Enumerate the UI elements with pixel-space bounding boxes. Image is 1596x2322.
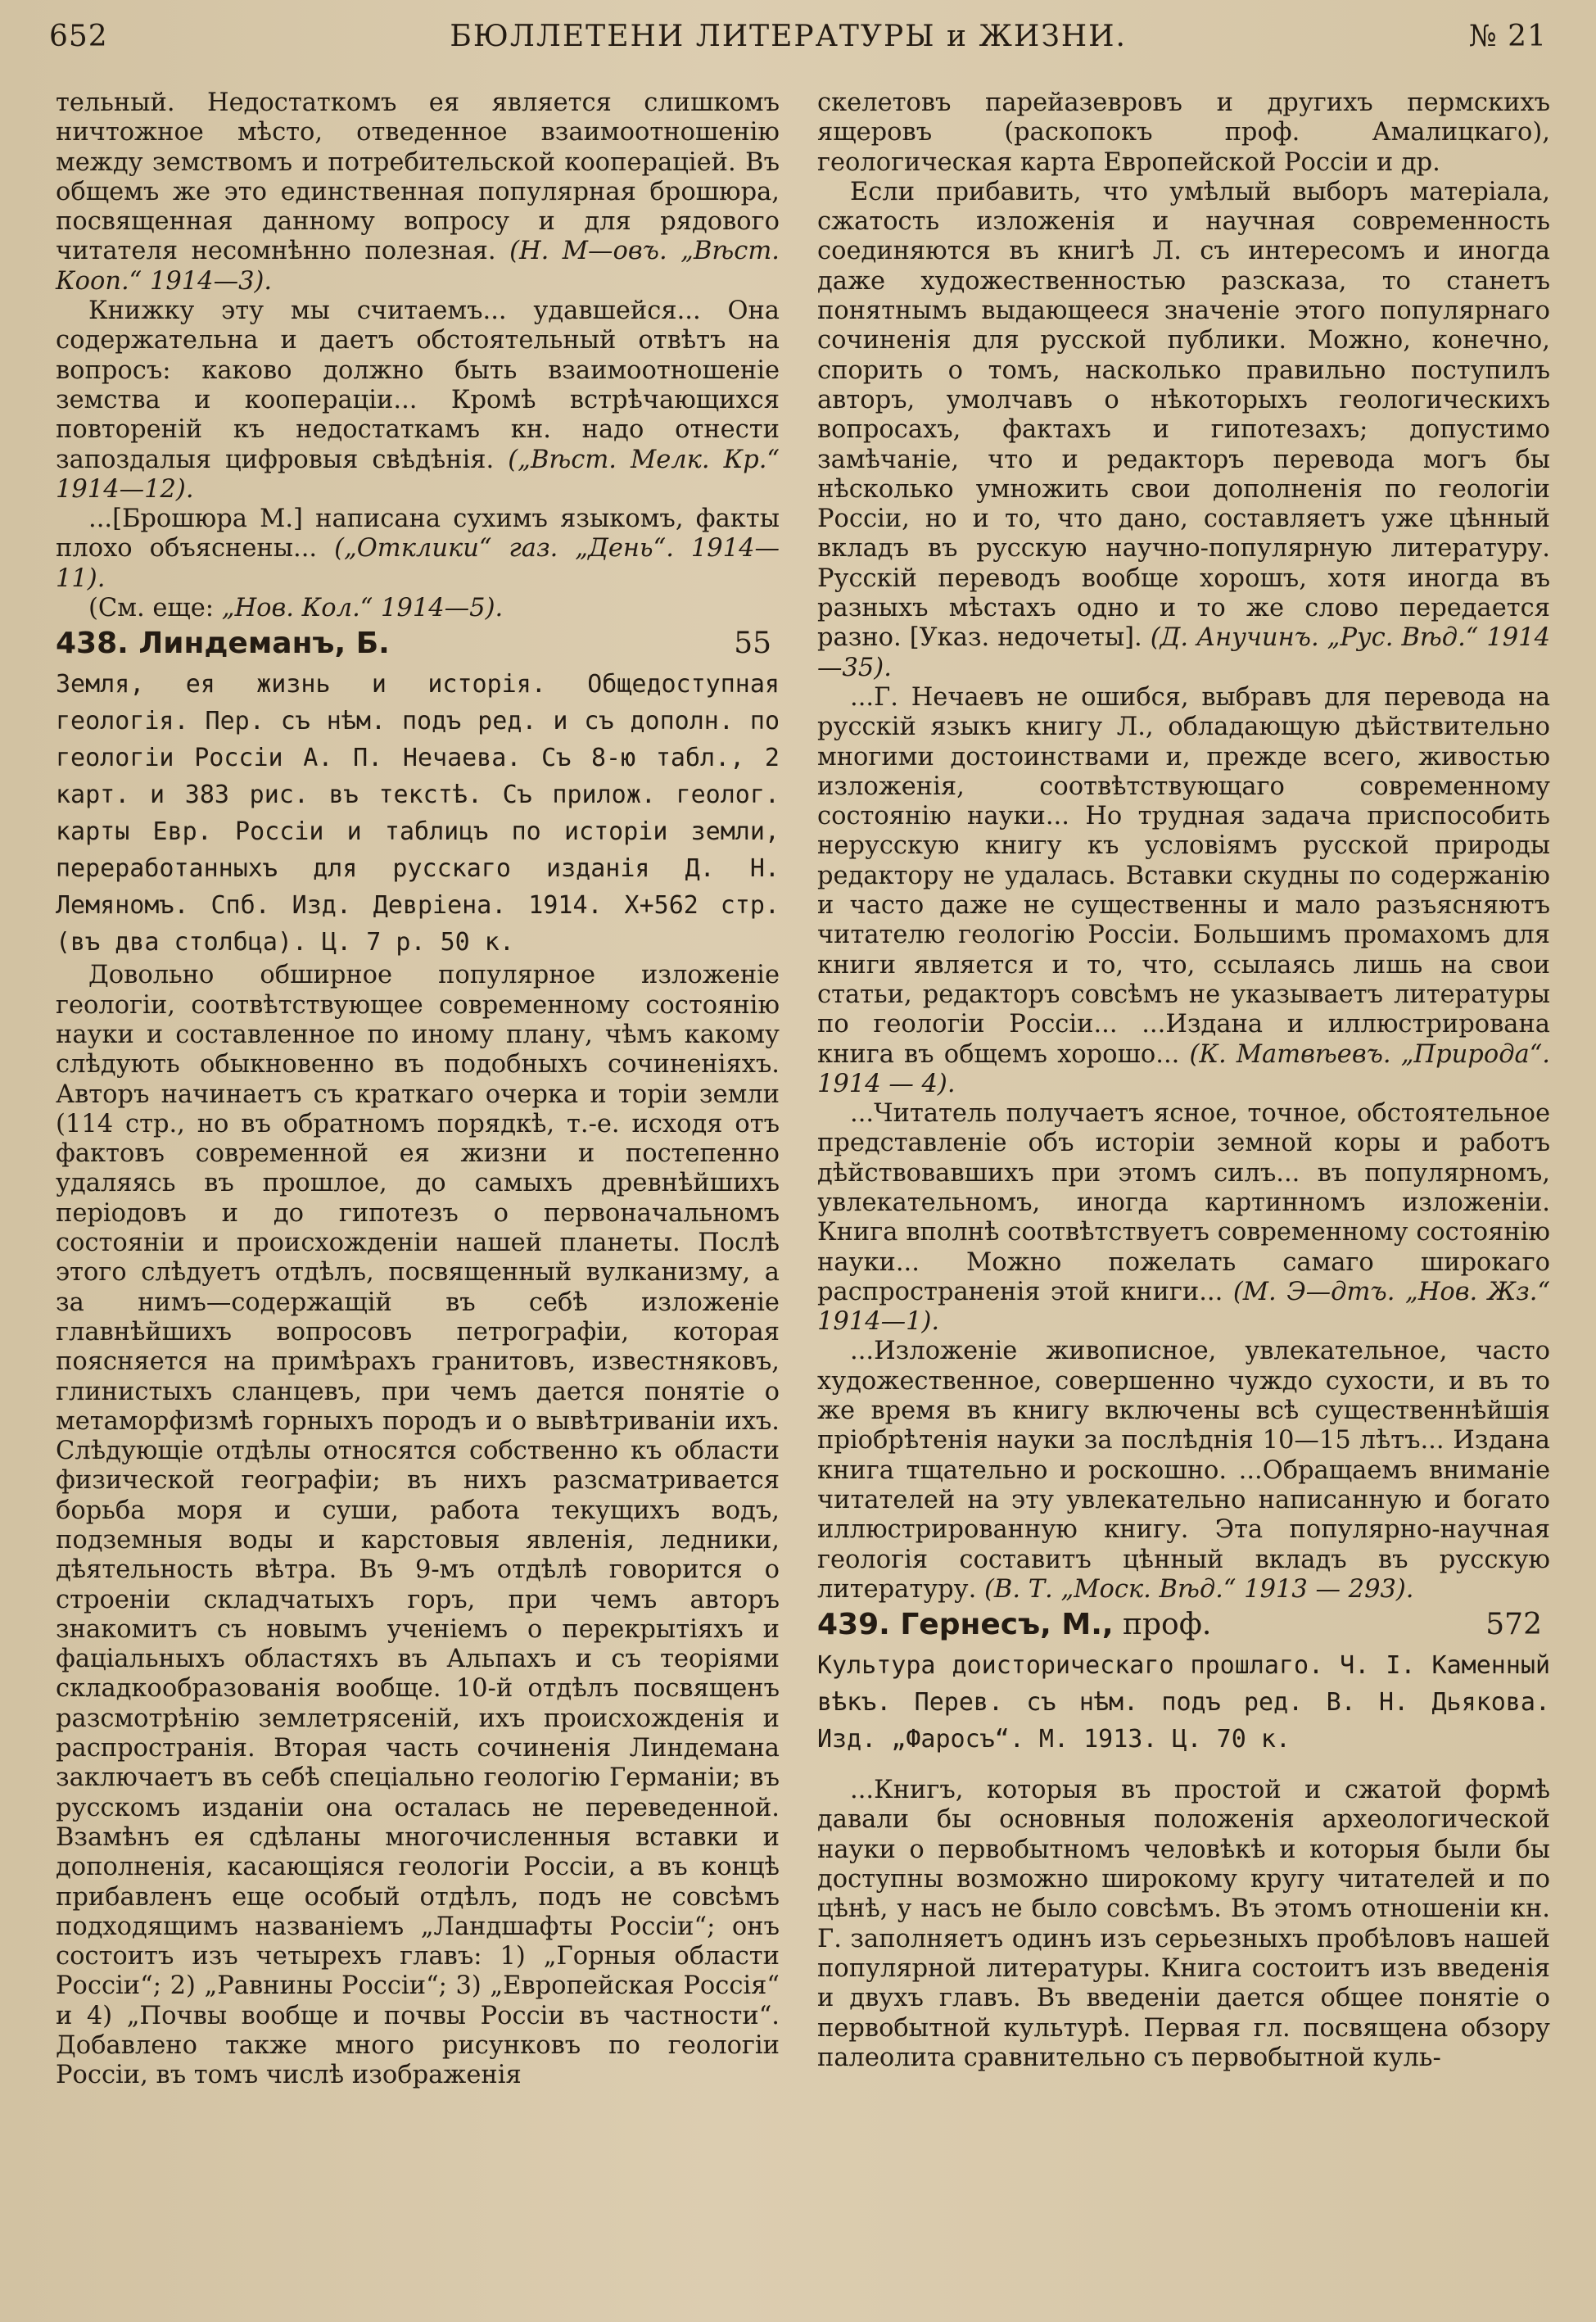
entry-438-description: Земля, ея жизнь и исторія. Общедоступная геологія. Пер. съ нѣм. подъ ред. и съ дополн. по геологіи Россіи А. П. Нечаева. Съ 8-ю табл., 2 карт. и 383 рис. въ текстѣ. Съ прилож. геолог. карты Евр. Россіи и таблицъ по исторіи земли, переработанныхъ для русскаго изданія Д. Н. Лемяномъ. Спб. Изд. Девріена. 1914. X+562 стр. (въ два столбца). Ц. 7 р. 50 к. (56, 670, 780, 957)
entry-439-description: Культура доисторическаго прошлаго. Ч. I. Каменный вѣкъ. Перев. съ нѣм. подъ ред. В. Н. Дьякова. Изд. „Фаросъ“. М. 1913. Ц. 70 к. (817, 1651, 1550, 1754)
citation: „Нов. Кол.“ 1914—5). (221, 594, 504, 623)
paragraph: ...Г. Нечаевъ не ошибся, выбравъ для перевода на русскій языкъ книгу Л., обладающую дѣйствительно многими достоинствами и, прежде всего, живостью изложенія, соотвѣтствующаго современному состоянію науки... Но трудная задача приспособить нерусскую книгу къ условіямъ русской природы редактору не удалась. Вставки скудны по содержанію и часто даже не существенны и мало разъясняютъ читателю геологію Россіи. Большимъ промахомъ для книги является и то, что, ссылаясь лишь на свои статьи, редакторъ совсѣмъ не указываетъ литературы по геологіи Россіи... ...Издана и иллюстрирована книга въ общемъ хорошо... (К. Матвѣевъ. „Природа“. 1914 — 4). (817, 682, 1550, 1098)
paragraph: Если прибавить, что умѣлый выборъ матеріала, сжатость изложенія и научная современность соединяются въ книгѣ Л. съ интересомъ и иногда даже художественностью разсказа, то станетъ понятнымъ выдающееся значеніе этого популярнаго сочиненія для русской публики. Можно, конечно, спорить о томъ, насколько правильно поступилъ авторъ, умолчавъ о нѣкоторыхъ геологическихъ вопросахъ, фактахъ и гипотезахъ; допустимо замѣчаніе, что и редакторъ перевода могъ бы нѣсколько умножить свои дополненія по геологіи Россіи, но и то, что дано, составляетъ уже цѣнный вкладъ въ русскую научно-популярную литературу. Русскій переводъ вообще хорошъ, хотя иногда въ разныхъ мѣстахъ одно и то же слово передается разно. [Указ. недочеты]. (Д. Анучинъ. „Рус. Вѣд.“ 1914—35). (817, 177, 1550, 682)
entry-439-suffix: проф. (1113, 1608, 1212, 1642)
journal-title: БЮЛЛЕТЕНИ ЛИТЕРАТУРЫ и ЖИЗНИ. (450, 19, 1127, 53)
citation: (Д. Анучинъ. „Рус. Вѣд.“ 1914—35). (817, 623, 1550, 682)
issue-number: № 21 (1468, 19, 1547, 53)
left-column (56, 88, 780, 2091)
entry-438-heading (56, 627, 780, 661)
entry-439-ref: 572 (1485, 1608, 1542, 1642)
page-number: 652 (49, 19, 108, 53)
entry-439-heading (817, 1608, 1550, 1642)
paragraph: Довольно обширное популярное изложеніе геологіи, соотвѣтствующее современному состоянію науки и составленное по иному плану, чѣмъ какому слѣдують обыкновенно въ подобныхъ сочиненіяхъ. Авторъ начинаетъ съ краткаго очерка и торіи земли (114 стр., но въ обратномъ порядкѣ, т.-е. исходя отъ фактовъ современной ея жизни и постепенно удаляясь въ прошлое, до самыхъ древнѣйшихъ періодовъ и до гипотезъ о первоначальномъ состояніи и происхожденіи нашей планеты. Послѣ этого слѣдуетъ отдѣлъ, посвященный вулканизму, а за нимъ—содержащій въ себѣ изложеніе главнѣйшихъ вопросовъ петрографіи, которая поясняется на примѣрахъ гранитовъ, известняковъ, глинистыхъ сланцевъ, при чемъ дается понятіе о метаморфизмѣ горныхъ породъ и о вывѣтриваніи ихъ. Слѣдующіе отдѣлы относятся собственно къ области физической географіи; въ нихъ разсматривается борьба моря и суши, работа текущихъ водъ, подземныя воды и карстовыя явленія, ледники, дѣятельность вѣтра. Въ 9-мъ отдѣлѣ говорится о строеніи складчатыхъ горъ, при чемъ авторъ знакомитъ съ новымъ ученіемъ о перекрытіяхъ и фаціальныхъ областяхъ въ Альпахъ и съ теоріями складкообразованія вообще. 10-й отдѣлъ посвященъ разсмотрѣнію землетрясеній, ихъ происхожденія и распространія. Вторая часть сочиненія Линдемана заключаетъ въ себѣ спеціально геологію Германіи; въ русскомъ изданіи она осталась не переведенной. Взамѣнъ ея сдѣланы многочисленныя вставки и дополненія, касающіяся геологіи Россіи, а въ концѣ прибавленъ еще особый отдѣлъ, подъ не совсѣмъ подходящимъ названіемъ „Ландшафты Россіи“; онъ состоитъ изъ четырехъ главъ: 1) „Горныя области Россіи“; 2) „Равнины Россіи“; 3) „Европейская Россія“ и 4) „Почвы вообще и почвы Россіи въ частности“. Добавлено также много рисунковъ по геологіи Россіи, въ томъ числѣ изображенія (56, 961, 780, 2090)
paragraph: ...Книгъ, которыя въ простой и сжатой формѣ давали бы основныя положенія археологической науки о первобытномъ человѣкѣ и которыя были бы доступны возможно широкому кругу читателей и по цѣнѣ, у насъ не было совсѣмъ. Въ этомъ отношеніи кн. Г. заполняетъ одинъ изъ серьезныхъ пробѣловъ нашей популярной литературы. Книга состоитъ изъ введенія и двухъ главъ. Въ введеніи дается общее понятіе о первобытной культурѣ. Первая гл. посвящена обзору палеолита сравнительно съ первобытной куль- (817, 1776, 1550, 2072)
paragraph: (См. еще: „Нов. Кол.“ 1914—5). (88, 594, 504, 623)
entry-438-title: 438. Линдеманъ, Б. (56, 627, 390, 661)
citation: (Н. М—овъ. „Вѣст. Кооп.“ 1914—3). (56, 237, 780, 296)
citation: (В. Т. „Моск. Вѣд.“ 1913 — 293). (984, 1574, 1414, 1604)
citation: („Отклики“ газ. „День“. 1914—11). (56, 534, 780, 593)
page-header (49, 11, 1547, 61)
paragraph: ...[Брошюра М.] написана сухимъ языкомъ, факты плохо объяснены... („Отклики“ газ. „День“. 1914—11). (56, 505, 780, 593)
paragraph: ...Читатель получаетъ ясное, точное, обстоятельное представленіе объ исторіи земной коры и работъ дѣйствовавшихъ при этомъ силъ... въ популярномъ, увлекательномъ, иногда картинномъ изложеніи. Книга вполнѣ соотвѣтствуетъ современному состоянію науки... Можно пожелать самаго широкаго распространенія этой книги... (М. Э—дтъ. „Нов. Жз.“ 1914—1). (817, 1099, 1551, 1337)
paragraph: скелетовъ парейазевровъ и другихъ пермскихъ ящеровъ (раскопокъ проф. Амалицкаго), геологическая карта Европейской Россіи и др. (817, 88, 1550, 177)
citation: (К. Матвѣевъ. „Природа“. 1914 — 4). (817, 1039, 1550, 1098)
entry-438-ref: 55 (734, 627, 771, 661)
citation: („Вѣст. Мелк. Кр.“ 1914—12). (56, 445, 780, 504)
paragraph: ...Изложеніе живописное, увлекательное, часто художественное, совершенно чуждо сухости, и въ то же время въ книгу включены всѣ существеннѣйшія пріобрѣтенія науки за послѣднія 10—15 лѣтъ... Издана книга тщательно и роскошно. ...Обращаемъ вниманіе читателей на эту увлекательно написанную и богато иллюстрированную книгу. Эта популярно-научная геологія составитъ цѣнный вкладъ въ русскую литературу. (В. Т. „Моск. Вѣд.“ 1913 — 293). (817, 1337, 1550, 1604)
right-column (817, 88, 1550, 2073)
paragraph: тельный. Недостаткомъ ея является слишкомъ ничтожное мѣсто, отведенное взаимоотношенію между земствомъ и потребительской коопераціей. Въ общемъ же это единственная популярная брошюра, посвященная данному вопросу и для рядового читателя несомнѣнно полезная. (Н. М—овъ. „Вѣст. Кооп.“ 1914—3). (56, 88, 780, 296)
paragraph: Книжку эту мы считаемъ... удавшейся... Она содержательна и даетъ обстоятельный отвѣтъ на вопросъ: каково должно быть взаимоотношеніе земства и коопераціи... Кромѣ встрѣчающихся повтореній къ недостаткамъ кн. надо отнести запоздалыя цифровыя свѣдѣнія. („Вѣст. Мелк. Кр.“ 1914—12). (56, 296, 780, 504)
citation: (М. Э—дтъ. „Нов. Жз.“ 1914—1). (817, 1277, 1551, 1337)
entry-439-title: 439. Гернесъ, М., (817, 1608, 1114, 1642)
